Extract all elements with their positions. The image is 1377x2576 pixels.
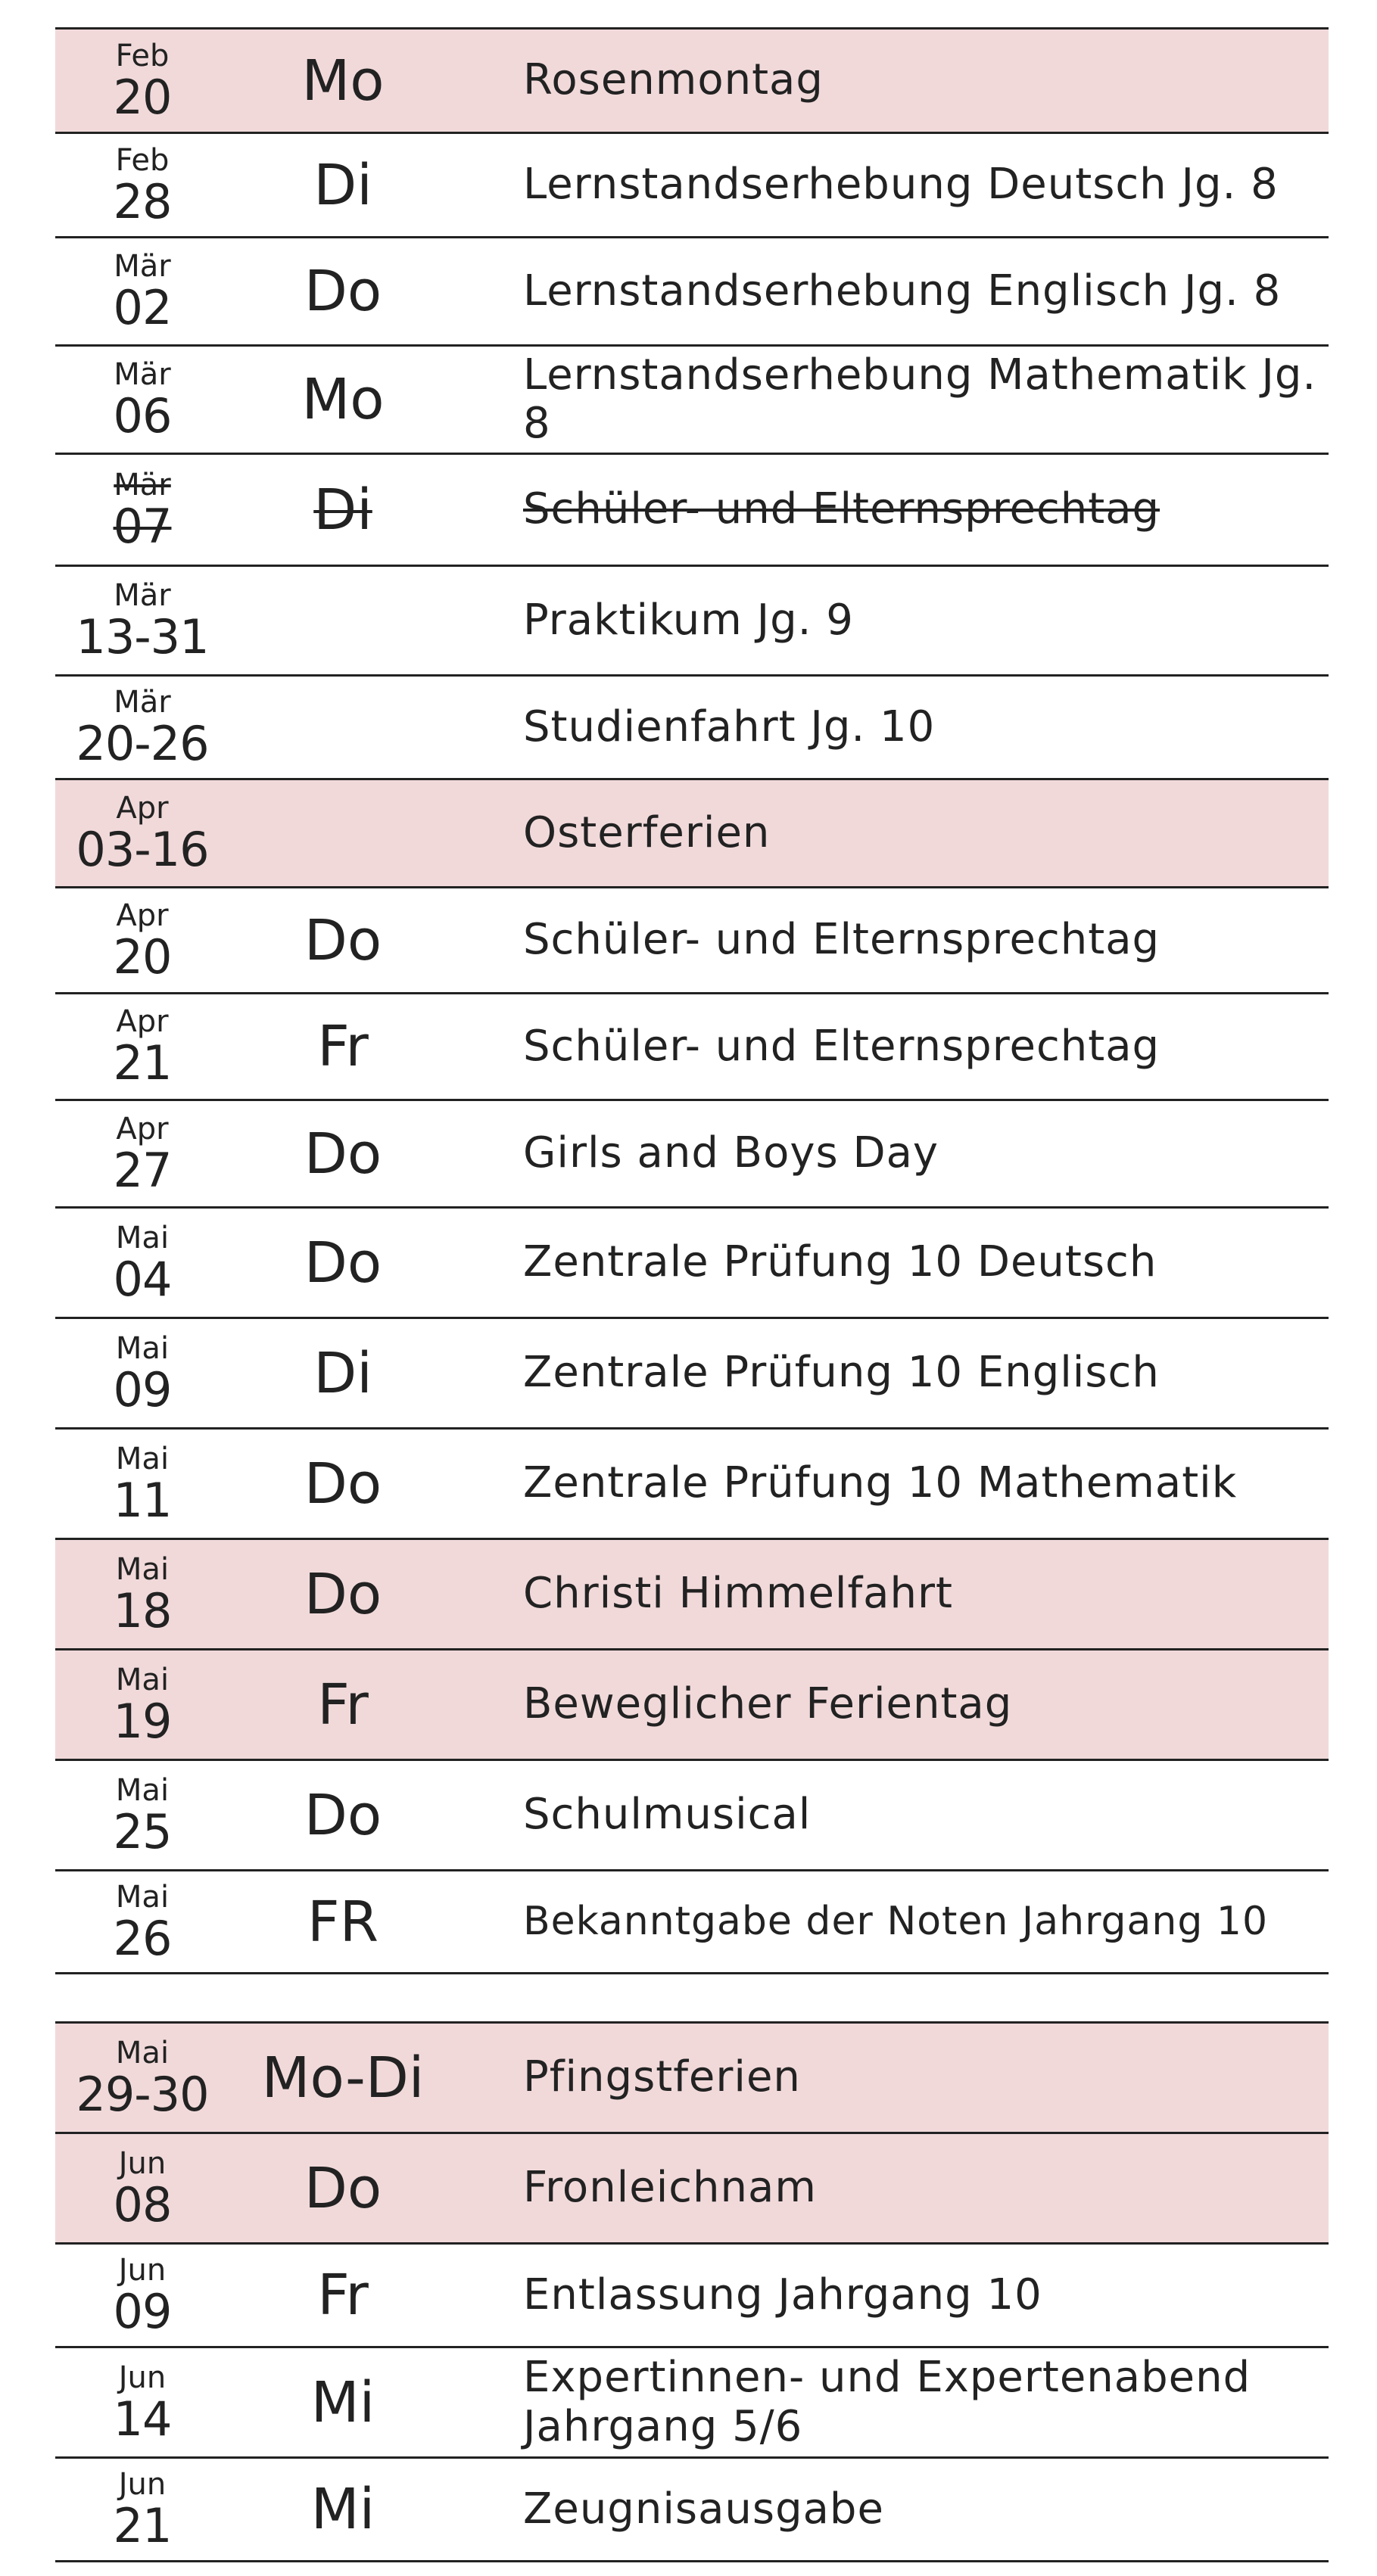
weekday-label: Do bbox=[304, 2155, 382, 2221]
month-label: Mär bbox=[114, 467, 171, 502]
day-label: 20 bbox=[113, 69, 172, 125]
day-label: 09 bbox=[113, 1361, 172, 1417]
date-cell bbox=[55, 1319, 229, 1427]
date-cell bbox=[55, 2348, 229, 2456]
event-label: Zentrale Prüfung 10 Mathematik bbox=[523, 1458, 1238, 1508]
weekday-label bbox=[229, 677, 456, 778]
event-label: Schüler- und Elternsprechtag bbox=[523, 1021, 1160, 1071]
date-cell bbox=[55, 1871, 229, 1972]
weekday-label: Do bbox=[304, 1561, 382, 1627]
month-label: Mär bbox=[114, 578, 171, 613]
event-label: Schüler- und Elternsprechtag bbox=[523, 484, 1160, 534]
date-cell bbox=[55, 134, 229, 236]
day-label: 04 bbox=[113, 1251, 172, 1307]
day-label: 14 bbox=[113, 2391, 172, 2447]
date-cell bbox=[55, 1209, 229, 1317]
weekday-label: Di bbox=[313, 477, 372, 543]
weekday-label: FR bbox=[307, 1889, 379, 1955]
day-label: 18 bbox=[113, 1582, 172, 1638]
table-row bbox=[55, 1759, 1329, 1869]
month-label: Mai bbox=[115, 1330, 170, 1366]
month-label: Jun bbox=[118, 2145, 167, 2181]
weekday-label: Mo bbox=[301, 48, 385, 114]
table-row bbox=[55, 236, 1329, 344]
event-label: Entlassung Jahrgang 10 bbox=[523, 2270, 1042, 2319]
event-label: Zeugnisausgabe bbox=[523, 2484, 884, 2534]
weekday-label: Di bbox=[313, 1340, 372, 1406]
weekday-label: Di bbox=[313, 152, 372, 218]
date-cell bbox=[55, 1761, 229, 1869]
month-label: Apr bbox=[116, 791, 169, 826]
weekday-label: Fr bbox=[317, 2263, 369, 2328]
event-label: Fronleichnam bbox=[523, 2163, 817, 2213]
event-label: Lernstandserhebung Mathematik Jg. 8 bbox=[523, 350, 1317, 448]
table-row bbox=[55, 2132, 1329, 2242]
month-label: Mai bbox=[115, 1879, 170, 1915]
month-label: Apr bbox=[116, 1111, 169, 1146]
event-label: Lernstandserhebung Englisch Jg. 8 bbox=[523, 266, 1282, 316]
table-row bbox=[55, 1869, 1329, 1974]
date-cell bbox=[55, 2024, 229, 2132]
table-row bbox=[55, 1099, 1329, 1206]
month-label: Mai bbox=[115, 1441, 170, 1476]
month-label: Mai bbox=[115, 2035, 170, 2070]
month-label: Mai bbox=[115, 1220, 170, 1255]
table-row bbox=[55, 1206, 1329, 1317]
month-label: Mär bbox=[114, 357, 171, 392]
table-row bbox=[55, 2346, 1329, 2456]
event-label: Schulmusical bbox=[523, 1790, 812, 1840]
date-cell bbox=[55, 2459, 229, 2560]
event-label: Beweglicher Ferientag bbox=[523, 1679, 1013, 1729]
event-label: Zentrale Prüfung 10 Deutsch bbox=[523, 1237, 1157, 1287]
event-label: Girls and Boys Day bbox=[523, 1128, 939, 1178]
day-label: 28 bbox=[113, 173, 172, 229]
event-label: Zentrale Prüfung 10 Englisch bbox=[523, 1348, 1160, 1398]
table-row bbox=[55, 132, 1329, 236]
month-label: Mär bbox=[114, 685, 171, 720]
event-label: Osterferien bbox=[523, 807, 771, 857]
day-label: 20-26 bbox=[76, 716, 209, 771]
month-label: Feb bbox=[115, 38, 170, 73]
table-row bbox=[55, 344, 1329, 453]
event-label: Rosenmontag bbox=[523, 55, 824, 105]
weekday-label: Do bbox=[304, 1451, 382, 1517]
table-row bbox=[55, 1427, 1329, 1538]
table-row bbox=[55, 778, 1329, 886]
weekday-label: Do bbox=[304, 259, 382, 324]
date-cell bbox=[55, 677, 229, 778]
date-cell bbox=[55, 30, 229, 132]
month-label: Mai bbox=[115, 1551, 170, 1587]
weekday-label: Do bbox=[304, 907, 382, 973]
table-row bbox=[55, 565, 1329, 674]
day-label: 11 bbox=[113, 1472, 172, 1528]
table-row bbox=[55, 1538, 1329, 1648]
weekday-label: Do bbox=[304, 1782, 382, 1848]
date-cell bbox=[55, 1101, 229, 1206]
day-label: 02 bbox=[113, 280, 172, 335]
table-row bbox=[55, 2021, 1329, 2132]
day-label: 25 bbox=[113, 1803, 172, 1859]
event-label: Lernstandserhebung Deutsch Jg. 8 bbox=[523, 160, 1279, 210]
table-row bbox=[55, 2456, 1329, 2562]
event-label: Pfingstferien bbox=[523, 2052, 801, 2102]
month-label: Mai bbox=[115, 1772, 170, 1808]
weekday-label bbox=[229, 567, 456, 674]
weekday-label: Do bbox=[304, 1230, 382, 1296]
weekday-label: Mo-Di bbox=[261, 2045, 425, 2111]
date-cell bbox=[55, 2134, 229, 2242]
table-row bbox=[55, 27, 1329, 132]
event-label: Studienfahrt Jg. 10 bbox=[523, 702, 936, 751]
weekday-label bbox=[229, 780, 456, 886]
weekday-label: Fr bbox=[317, 1014, 369, 1079]
date-cell bbox=[55, 347, 229, 453]
event-label: Expertinnen- und Expertenabend Jahrgang 5/6 bbox=[523, 2353, 1251, 2451]
weekday-label: Do bbox=[304, 1121, 382, 1187]
weekday-label: Mo bbox=[301, 367, 385, 432]
date-cell bbox=[55, 455, 229, 565]
table-row-cancelled bbox=[55, 453, 1329, 565]
weekday-label: Mi bbox=[310, 2369, 375, 2435]
month-label: Apr bbox=[116, 1004, 169, 1039]
day-label: 20 bbox=[113, 929, 172, 985]
date-cell bbox=[55, 994, 229, 1099]
day-label: 08 bbox=[113, 2176, 172, 2232]
day-label: 21 bbox=[113, 1035, 172, 1090]
event-label: Bekanntgabe der Noten Jahrgang 10 bbox=[523, 1898, 1269, 1944]
table-row bbox=[55, 1317, 1329, 1427]
day-label: 13-31 bbox=[76, 609, 209, 664]
month-label: Mai bbox=[115, 1662, 170, 1697]
day-label: 26 bbox=[113, 1910, 172, 1966]
month-label: Jun bbox=[118, 2253, 167, 2288]
day-label: 21 bbox=[113, 2498, 172, 2553]
date-cell bbox=[55, 1430, 229, 1538]
table-row bbox=[55, 886, 1329, 992]
date-cell bbox=[55, 1540, 229, 1648]
date-cell bbox=[55, 238, 229, 344]
day-label: 03-16 bbox=[76, 822, 209, 877]
table-row bbox=[55, 674, 1329, 778]
day-label: 19 bbox=[113, 1693, 172, 1749]
date-cell bbox=[55, 1650, 229, 1759]
day-label: 29-30 bbox=[76, 2066, 209, 2122]
weekday-label: Mi bbox=[310, 2477, 375, 2542]
month-label: Jun bbox=[118, 2360, 167, 2395]
event-label: Christi Himmelfahrt bbox=[523, 1569, 953, 1619]
day-label: 06 bbox=[113, 388, 172, 443]
day-label: 27 bbox=[113, 1142, 172, 1198]
table-row bbox=[55, 2242, 1329, 2346]
month-label: Apr bbox=[116, 898, 169, 933]
date-cell bbox=[55, 780, 229, 886]
date-cell bbox=[55, 2245, 229, 2346]
day-label: 09 bbox=[113, 2284, 172, 2339]
table-row bbox=[55, 992, 1329, 1099]
date-cell bbox=[55, 888, 229, 992]
month-label: Mär bbox=[114, 249, 171, 284]
month-label: Feb bbox=[115, 142, 170, 178]
weekday-label: Fr bbox=[317, 1672, 369, 1738]
day-label: 07 bbox=[113, 498, 172, 554]
event-label: Schüler- und Elternsprechtag bbox=[523, 915, 1160, 965]
date-cell bbox=[55, 567, 229, 674]
event-label: Praktikum Jg. 9 bbox=[523, 595, 854, 645]
month-label: Jun bbox=[118, 2467, 167, 2502]
table-row bbox=[55, 1648, 1329, 1759]
